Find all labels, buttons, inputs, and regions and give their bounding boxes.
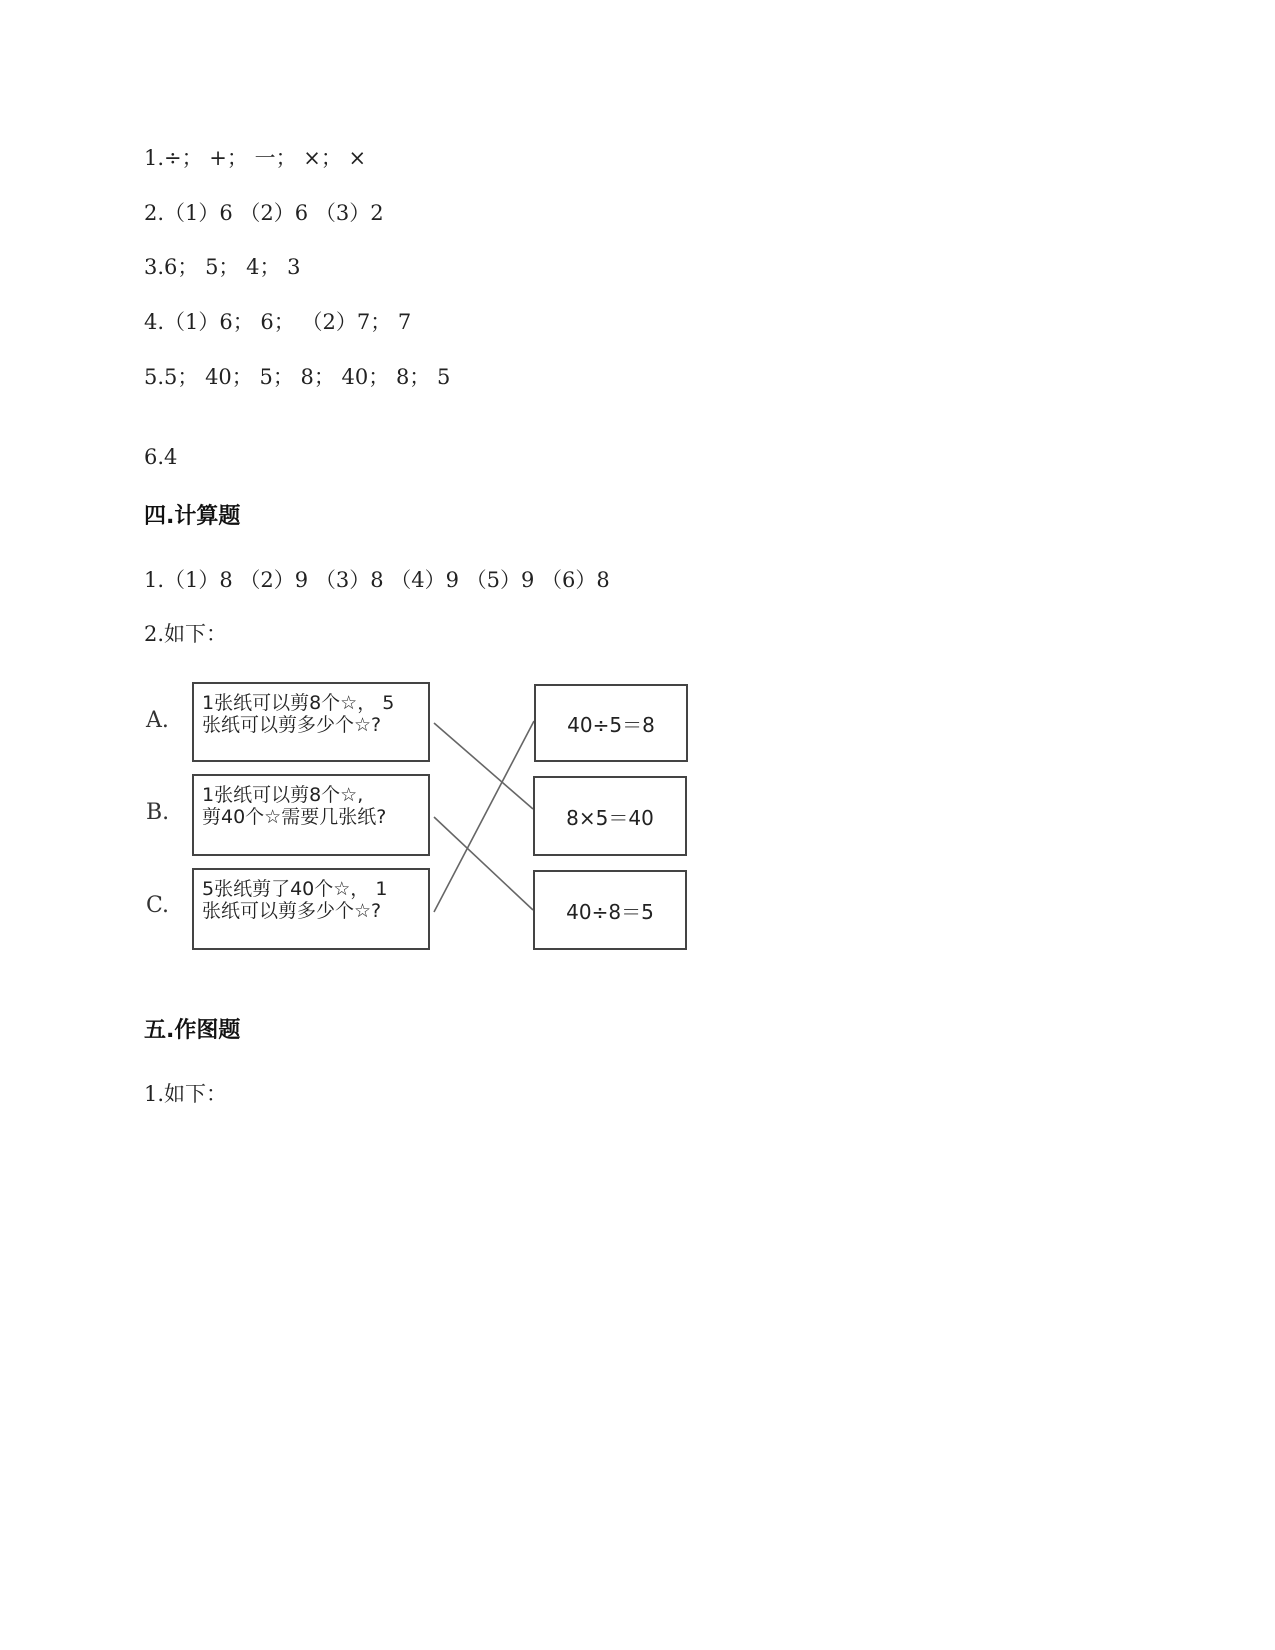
connector-a-to-2 [434, 723, 533, 809]
question-b-line-2: 剪40个☆需要几张纸? [202, 806, 387, 828]
section-4-question-1: 1.（1）8 （2）9 （3）8 （4）9 （5）9 （6）8 [144, 568, 610, 592]
answer-line-4: 4.（1）6； 6； （2）7； 7 [144, 310, 412, 334]
section-5-heading: 五.作图题 [144, 1018, 241, 1043]
question-c-line-1: 5张纸剪了40个☆， 1 [202, 878, 388, 900]
question-box-a [192, 682, 430, 762]
matching-figure [140, 676, 700, 956]
answer-line-6: 6.4 [144, 445, 178, 469]
section-4-heading: 四.计算题 [144, 504, 241, 529]
option-label-a: A. [146, 708, 169, 733]
answer-line-2: 2.（1）6 （2）6 （3）2 [144, 201, 384, 225]
question-a-line-2: 张纸可以剪多少个☆? [202, 714, 382, 736]
question-box-b [192, 774, 430, 856]
answer-line-3: 3.6； 5； 4； 3 [144, 255, 301, 279]
answer-line-5: 5.5； 40； 5； 8； 40； 8； 5 [144, 365, 451, 389]
question-b-line-1: 1张纸可以剪8个☆, [202, 784, 364, 806]
answer-box-1: 40÷5＝8 [534, 684, 688, 762]
option-label-c: C. [146, 893, 170, 918]
section-5-question-1: 1.如下： [144, 1082, 228, 1106]
section-4-question-2: 2.如下： [144, 622, 228, 646]
question-a-line-1: 1张纸可以剪8个☆， 5 [202, 692, 395, 714]
connector-c-to-1 [434, 721, 534, 912]
connector-b-to-3 [434, 817, 533, 910]
answer-box-3: 40÷8＝5 [533, 870, 687, 950]
answer-box-2: 8×5＝40 [533, 776, 687, 856]
question-c-line-2: 张纸可以剪多少个☆? [202, 900, 382, 922]
answer-line-1: 1.÷； +； 一； ×； × [144, 146, 367, 170]
question-box-c [192, 868, 430, 950]
option-label-b: B. [146, 800, 170, 825]
